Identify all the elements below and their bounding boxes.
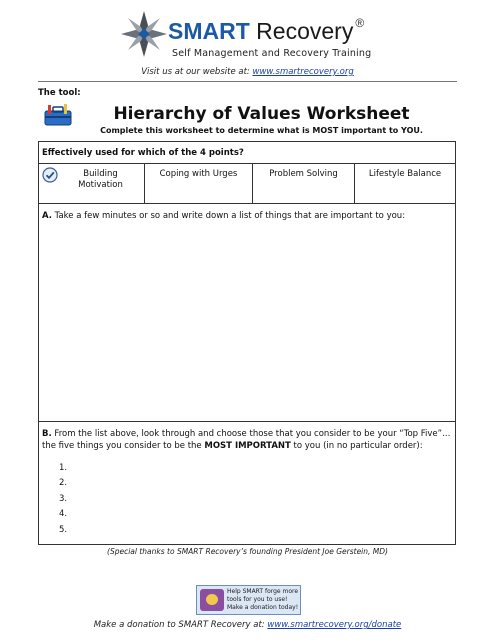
section-b-emphasis: MOST IMPORTANT xyxy=(204,441,291,452)
points-row xyxy=(39,164,455,204)
point-label-line2: Motivation xyxy=(78,180,123,191)
list-item[interactable]: 2. xyxy=(59,478,68,489)
donate-line-1: Help SMART forge more xyxy=(227,588,299,595)
section-a[interactable] xyxy=(39,204,455,422)
donate-line-2: tools for you to use! xyxy=(227,595,288,603)
section-b xyxy=(39,422,455,546)
point-lifestyle-balance xyxy=(355,164,455,204)
donate-banner-text xyxy=(227,588,300,611)
section-a-prompt: Take a few minutes or so and write down a list of things that are important to you: xyxy=(54,211,406,221)
website-prefix: Visit us at our website at: xyxy=(141,67,250,77)
list-item[interactable]: 5. xyxy=(59,524,68,535)
point-coping-with-urges xyxy=(145,164,253,204)
point-problem-solving xyxy=(253,164,355,204)
logo-brand-smart: SMART xyxy=(168,18,250,44)
donate-banner-icon xyxy=(200,589,224,611)
list-item[interactable]: 4. xyxy=(59,509,68,520)
page-title: Hierarchy of Values Worksheet xyxy=(113,104,410,124)
tool-label: The tool: xyxy=(38,88,81,98)
logo-brand-recovery: Recovery xyxy=(256,18,354,44)
point-label: Coping with Urges xyxy=(159,169,238,179)
section-a-letter: A. xyxy=(42,211,52,221)
footer-prefix: Make a donation to SMART Recovery at: xyxy=(93,620,265,630)
section-b-text-before: From the list above, look through and choose those that you consider to be your “Top Five”… the five things you consider to be the xyxy=(42,429,451,452)
header-divider xyxy=(38,81,457,82)
worksheet-frame xyxy=(38,141,456,545)
list-item[interactable]: 3. xyxy=(59,493,68,504)
section-b-letter: B. xyxy=(42,429,52,439)
point-label-line1: Building xyxy=(83,169,118,179)
section-b-text-after: to you (in no particular order): xyxy=(293,441,423,452)
thanks-note: (Special thanks to SMART Recovery’s founding President Joe Gerstein, MD) xyxy=(107,547,388,556)
section-b-prompt xyxy=(42,428,452,453)
top-five-list xyxy=(42,462,452,540)
point-label: Problem Solving xyxy=(269,169,338,179)
footer-line xyxy=(0,620,495,630)
point-label: Lifestyle Balance xyxy=(368,169,442,179)
donate-link[interactable]: www.smartrecovery.org/donate xyxy=(267,620,402,630)
registered-mark: ® xyxy=(355,16,365,30)
compass-star-icon xyxy=(120,10,168,58)
page-subtitle: Complete this worksheet to determine what is MOST important to YOU. xyxy=(100,126,423,135)
donate-line-3: Make a donation today! xyxy=(227,603,299,611)
smart-recovery-logo xyxy=(120,10,380,62)
checkmark-circle-icon xyxy=(42,167,58,183)
points-question: Effectively used for which of the 4 points? xyxy=(39,142,455,164)
logo-tagline: Self Management and Recovery Training xyxy=(172,48,372,59)
website-link[interactable]: www.smartrecovery.org xyxy=(252,67,354,77)
list-item[interactable]: 1. xyxy=(59,462,68,473)
donate-banner[interactable] xyxy=(196,585,301,615)
point-building-motivation xyxy=(39,164,145,204)
logo-wordmark xyxy=(168,16,365,45)
website-line xyxy=(0,67,495,77)
